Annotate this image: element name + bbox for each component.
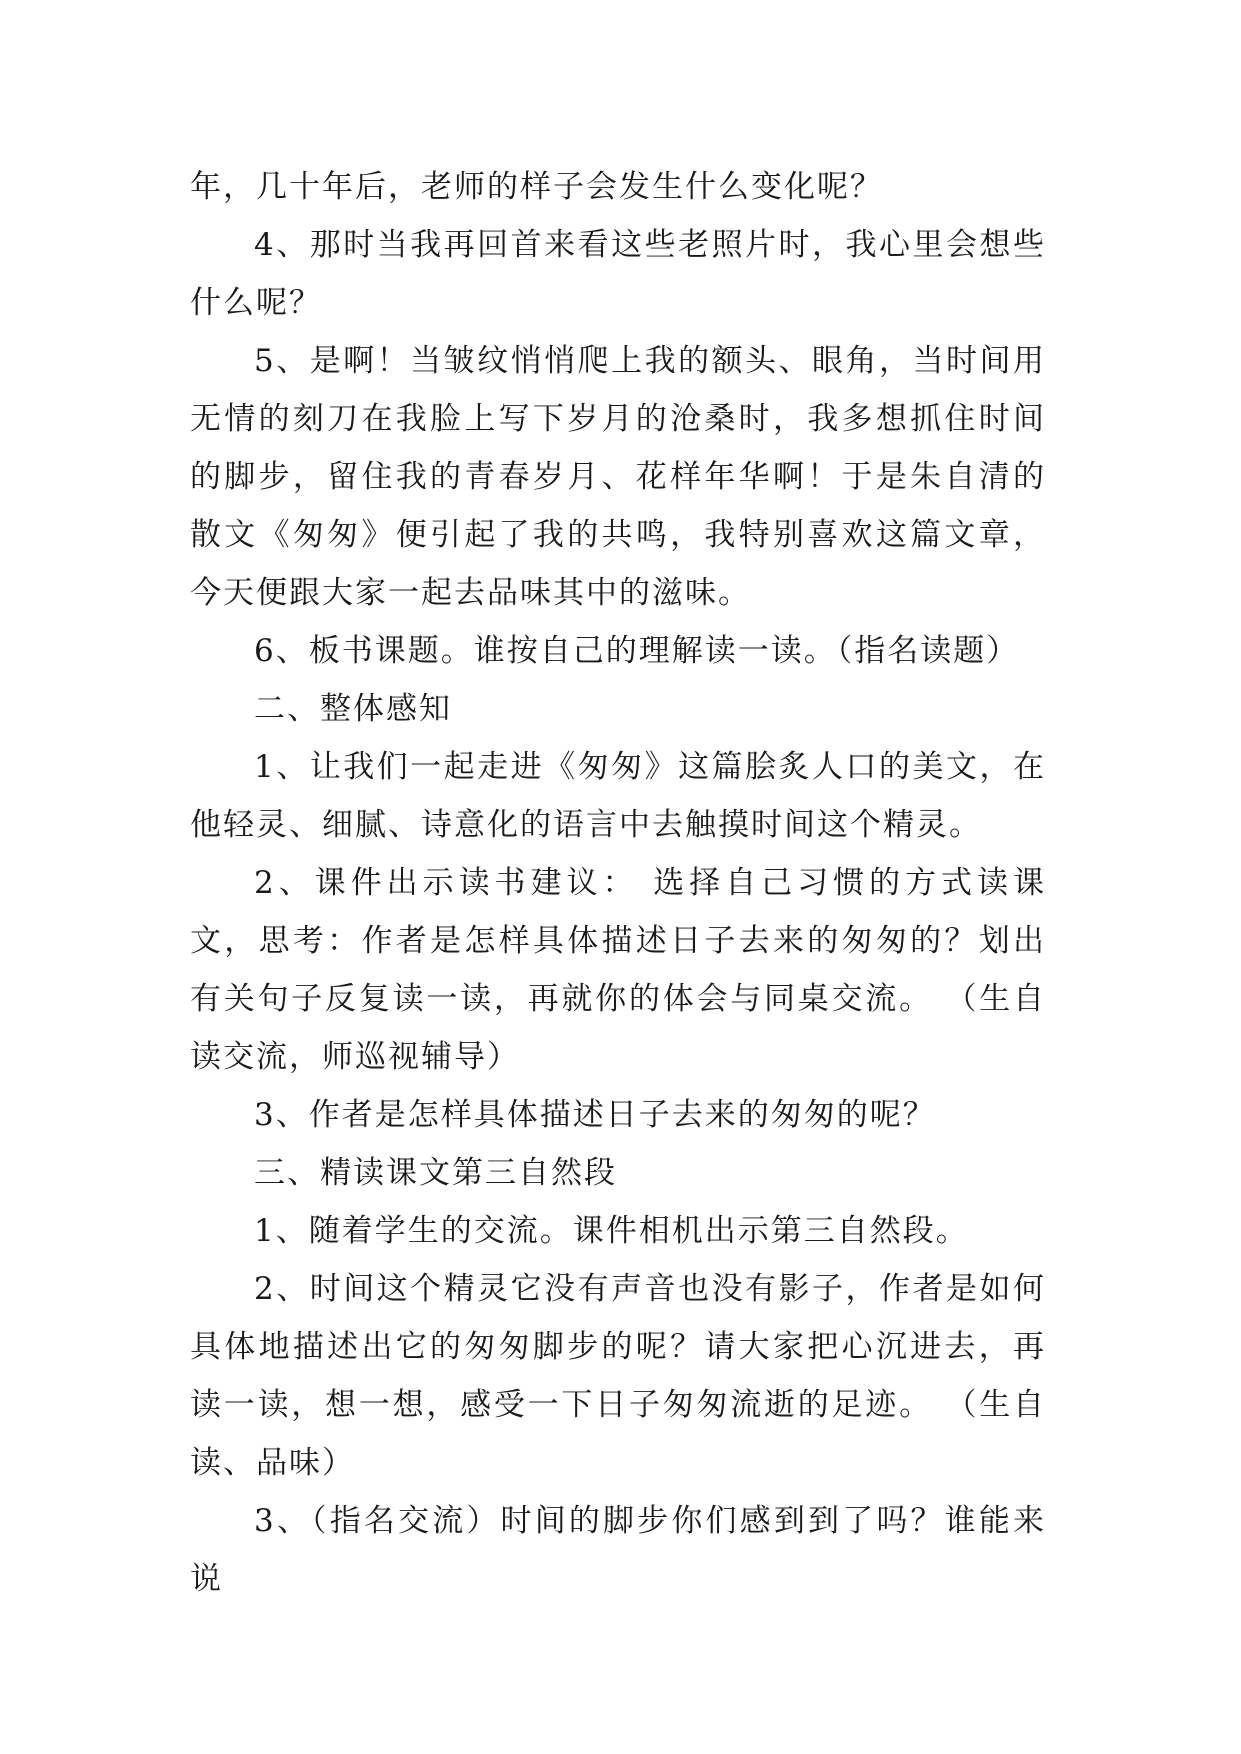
paragraph-10: 3、（指名交流）时间的脚步你们感到到了吗？谁能来说 bbox=[190, 1503, 1046, 1597]
paragraph-4: 6、板书课题。谁按自己的理解读一读。（指名读题） bbox=[254, 633, 1020, 669]
paragraph-7: 3、作者是怎样具体描述日子去来的匆匆的呢？ bbox=[254, 1097, 936, 1133]
paragraph-3: 5、是啊！当皱纹悄悄爬上我的额头、眼角，当时间用无情的刻刀在我脸上写下岁月的沧桑时，我多想抓住时间的脚步，留住我的青春岁月、花样年华啊！于是朱自清的散文《匆匆》便引起了我的共鸣，我特别喜欢这篇文章，今天便跟大家一起去品味其中的滋味。 bbox=[190, 343, 1046, 611]
paragraph-2: 4、那时当我再回首来看这些老照片时，我心里会想些什么呢？ bbox=[190, 227, 1046, 321]
paragraph-8: 1、随着学生的交流。课件相机出示第三自然段。 bbox=[254, 1213, 969, 1249]
section-heading-3: 三、精读课文第三自然段 bbox=[254, 1155, 617, 1191]
section-heading-2: 二、整体感知 bbox=[254, 691, 452, 727]
document-body bbox=[190, 158, 1046, 1608]
paragraph-1: 年，几十年后，老师的样子会发生什么变化呢？ bbox=[190, 169, 883, 205]
paragraph-5: 1、让我们一起走进《匆匆》这篇脍炙人口的美文，在他轻灵、细腻、诗意化的语言中去触摸时间这个精灵。 bbox=[190, 749, 1046, 843]
paragraph-6: 2、课件出示读书建议： 选择自己习惯的方式读课文，思考：作者是怎样具体描述日子去来的匆匆的？划出有关句子反复读一读，再就你的体会与同桌交流。 （生自读交流，师巡视辅导） bbox=[190, 865, 1046, 1075]
paragraph-9: 2、时间这个精灵它没有声音也没有影子，作者是如何具体地描述出它的匆匆脚步的呢？请大家把心沉进去，再读一读，想一想，感受一下日子匆匆流逝的足迹。 （生自读、品味） bbox=[190, 1271, 1046, 1481]
